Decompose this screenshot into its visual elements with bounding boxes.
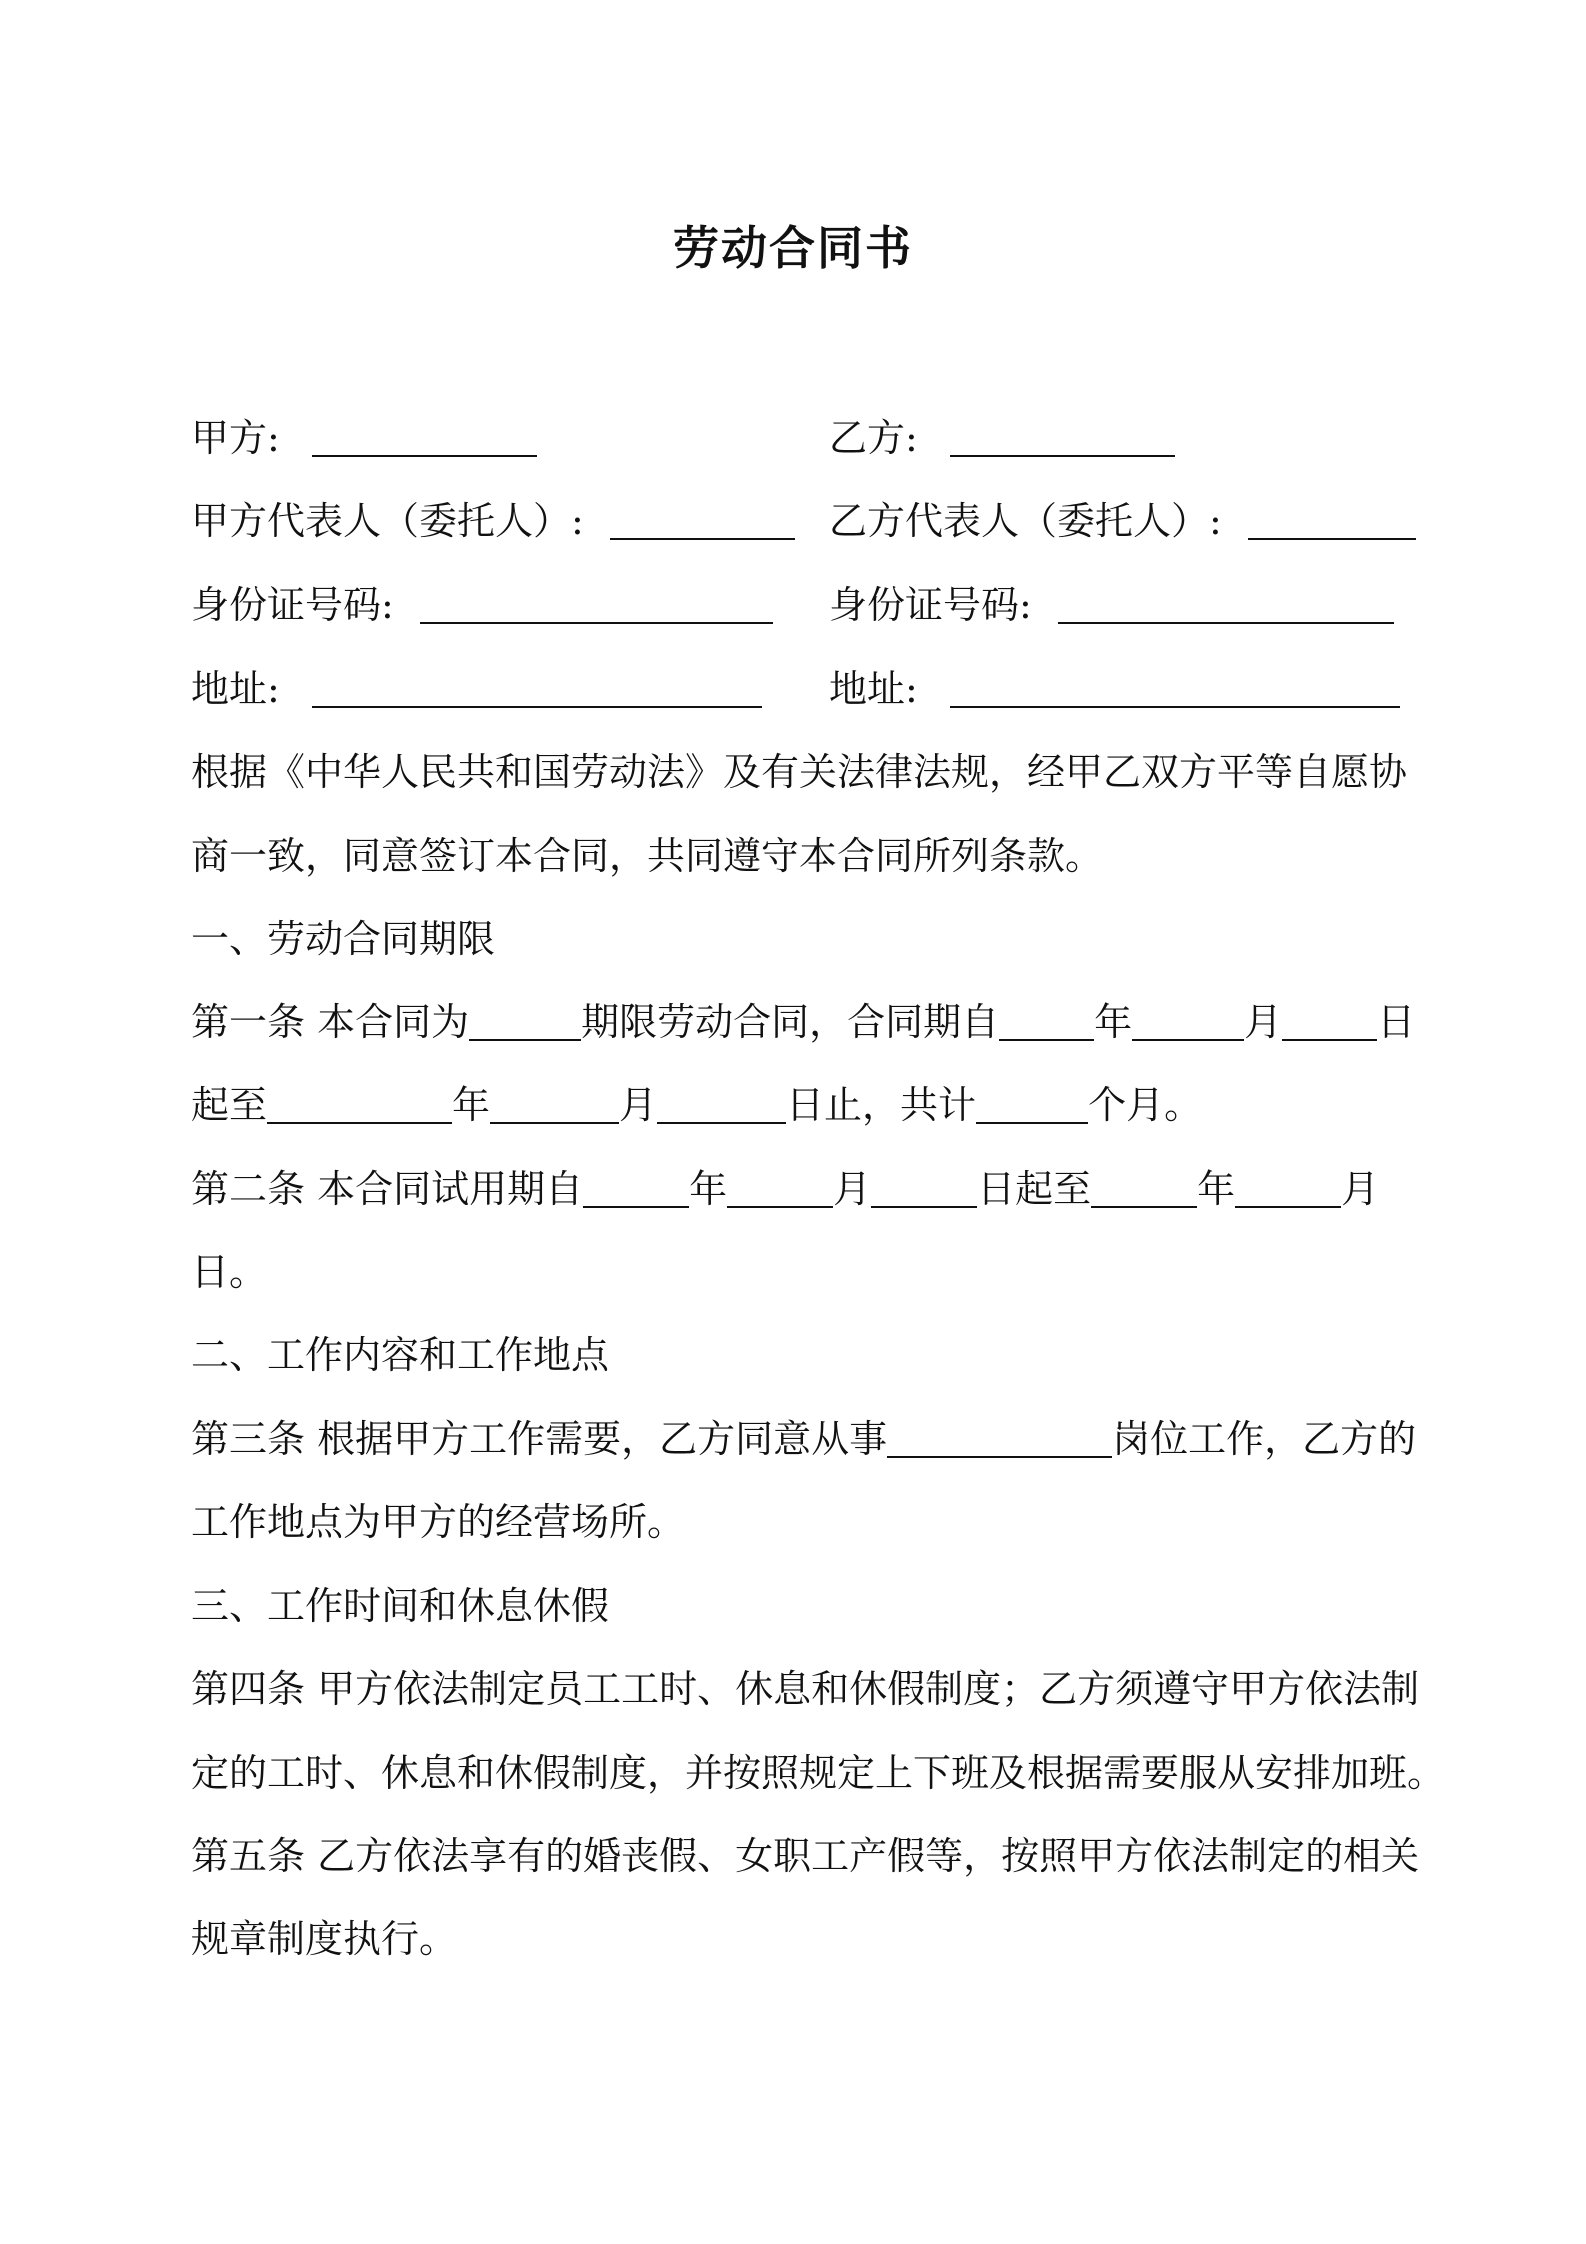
article-2-line-1 xyxy=(191,1165,1379,1213)
party-a-address-blank[interactable] xyxy=(312,672,762,708)
article-1-line-2 xyxy=(191,1081,1202,1129)
party-a-label: 甲方: xyxy=(191,416,280,460)
article-4-line-1: 第四条 甲方依法制定员工工时、休息和休假制度；乙方须遵守甲方依法制 xyxy=(191,1667,1420,1711)
contract-type-blank[interactable] xyxy=(469,1005,581,1041)
months-total-blank[interactable] xyxy=(976,1088,1088,1124)
article-1-text-4: 年 xyxy=(452,1083,491,1127)
article-1-month: 月 xyxy=(1244,1000,1283,1044)
probation-end-month-blank[interactable] xyxy=(1235,1172,1341,1208)
party-b-address-row xyxy=(829,665,1400,713)
party-a-address-row xyxy=(191,665,762,713)
article-1-text-1: 第一条 本合同为 xyxy=(191,1000,470,1044)
intro-line-2: 商一致，同意签订本合同，共同遵守本合同所列条款。 xyxy=(191,834,1104,878)
party-a-id-row xyxy=(191,581,773,629)
article-2-month-2: 月 xyxy=(1341,1167,1380,1211)
article-1-year: 年 xyxy=(1094,1000,1133,1044)
article-3-line-1 xyxy=(191,1415,1416,1463)
probation-start-day-blank[interactable] xyxy=(871,1172,977,1208)
section-2-heading: 二、工作内容和工作地点 xyxy=(191,1333,610,1377)
party-b-address-blank[interactable] xyxy=(950,672,1400,708)
party-b-label: 乙方: xyxy=(829,416,918,460)
end-day-blank[interactable] xyxy=(657,1088,786,1124)
party-a-row xyxy=(191,414,537,462)
article-3-text-1: 第三条 根据甲方工作需要，乙方同意从事 xyxy=(191,1417,888,1461)
party-b-id-blank[interactable] xyxy=(1058,588,1394,624)
party-b-id-label: 身份证号码: xyxy=(829,583,1032,627)
article-3-line-2: 工作地点为甲方的经营场所。 xyxy=(191,1500,686,1544)
party-a-blank[interactable] xyxy=(312,421,537,457)
party-b-id-row xyxy=(829,581,1394,629)
position-blank[interactable] xyxy=(887,1422,1112,1458)
start-year-blank[interactable] xyxy=(999,1005,1094,1041)
document-title: 劳动合同书 xyxy=(673,221,913,275)
article-1-text-6: 日止，共计 xyxy=(786,1083,977,1127)
start-month-blank[interactable] xyxy=(1132,1005,1244,1041)
party-b-rep-blank[interactable] xyxy=(1248,504,1416,540)
article-2-text-3: 日。 xyxy=(191,1250,268,1294)
party-a-rep-label: 甲方代表人（委托人）: xyxy=(191,499,584,543)
article-3-text-2: 岗位工作，乙方的 xyxy=(1112,1417,1417,1461)
article-1-text-3: 起至 xyxy=(191,1083,268,1127)
party-a-address-label: 地址: xyxy=(191,667,280,711)
section-1-heading: 一、劳动合同期限 xyxy=(191,917,496,961)
party-b-row xyxy=(829,414,1175,462)
article-2-text-2: 日起至 xyxy=(977,1167,1092,1211)
article-5-line-1: 第五条 乙方依法享有的婚丧假、女职工产假等，按照甲方依法制定的相关 xyxy=(191,1834,1420,1878)
party-a-id-blank[interactable] xyxy=(420,588,773,624)
section-3-heading: 三、工作时间和休息休假 xyxy=(191,1584,610,1628)
article-2-text-1: 第二条 本合同试用期自 xyxy=(191,1167,584,1211)
article-1-line-1 xyxy=(191,998,1415,1046)
party-b-rep-row xyxy=(829,497,1416,545)
party-b-address-label: 地址: xyxy=(829,667,918,711)
article-2-year: 年 xyxy=(689,1167,728,1211)
article-1-text-2: 期限劳动合同，合同期自 xyxy=(581,1000,1000,1044)
party-a-id-label: 身份证号码: xyxy=(191,583,394,627)
probation-start-year-blank[interactable] xyxy=(583,1172,689,1208)
start-day-blank[interactable] xyxy=(1282,1005,1377,1041)
party-b-blank[interactable] xyxy=(950,421,1175,457)
article-1-day: 日 xyxy=(1377,1000,1416,1044)
party-a-rep-blank[interactable] xyxy=(610,504,795,540)
end-month-blank[interactable] xyxy=(490,1088,619,1124)
article-1-text-7: 个月。 xyxy=(1088,1083,1203,1127)
end-year-blank[interactable] xyxy=(267,1088,452,1124)
article-4-line-2: 定的工时、休息和休假制度，并按照规定上下班及根据需要服从安排加班。 xyxy=(191,1751,1446,1795)
intro-line-1: 根据《中华人民共和国劳动法》及有关法律法规，经甲乙双方平等自愿协 xyxy=(191,750,1408,794)
article-2-year-2: 年 xyxy=(1197,1167,1236,1211)
party-a-rep-row xyxy=(191,497,795,545)
probation-end-year-blank[interactable] xyxy=(1091,1172,1197,1208)
article-2-month: 月 xyxy=(833,1167,872,1211)
article-5-line-2: 规章制度执行。 xyxy=(191,1917,458,1961)
article-2-line-2 xyxy=(191,1248,267,1296)
probation-start-month-blank[interactable] xyxy=(727,1172,833,1208)
article-1-text-5: 月 xyxy=(619,1083,658,1127)
party-b-rep-label: 乙方代表人（委托人）: xyxy=(829,499,1222,543)
